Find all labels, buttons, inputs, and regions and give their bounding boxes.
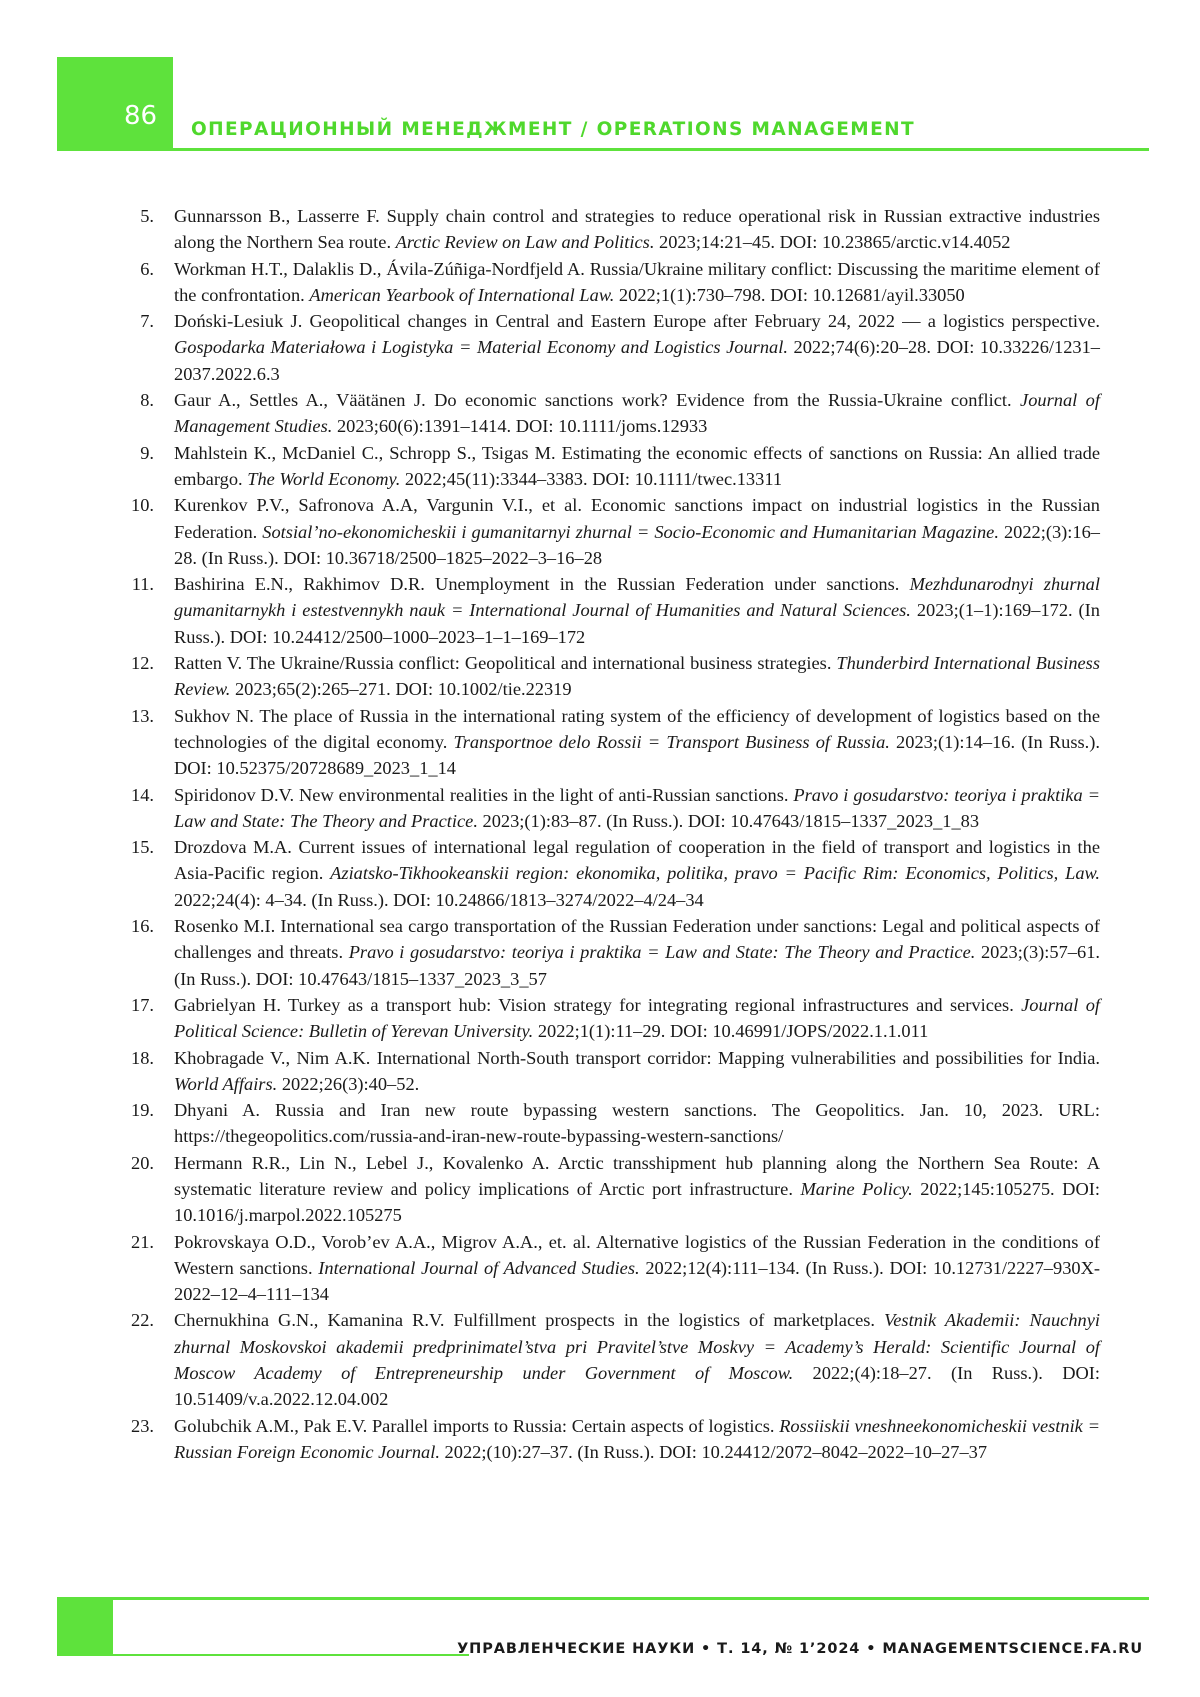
reference-number: 22.	[131, 1310, 154, 1331]
reference-source: Transportnoe delo Rossii = Transport Business of Russia.	[453, 731, 890, 752]
reference-details: 2022;74(6):20–28. DOI: 10.33226/1231–2037.2022.6.3	[174, 337, 1100, 384]
footer-divider	[57, 1597, 1149, 1600]
reference-text: Dhyani A. Russia and Iran new route bypassing western sanctions. The Geopolitics. Jan. 10, 2023. URL: https://thegeopolitics.com/russia-and-iran-new-route-bypassing-western-sanctions/	[174, 1100, 1100, 1147]
reference-item	[120, 256, 1100, 309]
reference-source: Arctic Review on Law and Politics.	[395, 232, 655, 253]
reference-source: Journal of Management Studies.	[174, 390, 1100, 437]
reference-number: 20.	[131, 1152, 154, 1173]
reference-text: Ratten V. The Ukraine/Russia conflict: Geopolitical and international business strategies.	[174, 653, 837, 674]
reference-number: 8.	[140, 390, 154, 411]
footer-accent-box	[57, 1597, 113, 1655]
reference-item	[120, 1413, 1100, 1466]
reference-number: 14.	[131, 784, 154, 805]
reference-source: Gospodarka Materiałowa i Logistyka = Material Economy and Logistics Journal.	[174, 337, 788, 358]
reference-number: 23.	[131, 1415, 154, 1436]
reference-item	[120, 992, 1100, 1045]
reference-text: Sukhov N. The place of Russia in the international rating system of the efficiency of development of logistics based on the technologies of the digital economy.	[174, 705, 1100, 752]
reference-item	[120, 1229, 1100, 1308]
reference-source: The World Economy.	[247, 468, 401, 489]
reference-source: Vestnik Akademii: Nauchnyi zhurnal Moskovskoi akademii predprinimatel’stva pri Pravitel’stve Moskvy = Academy’s Herald: Scientific Journal of Moscow Academy of Entrepreneurship under Government of Moscow.	[174, 1310, 1100, 1384]
reference-item	[120, 782, 1100, 835]
reference-number: 15.	[131, 837, 154, 858]
reference-details: 2023;(1):83–87. (In Russ.). DOI: 10.47643/1815–1337_2023_1_83	[477, 810, 980, 831]
reference-details: 2023;(1–1):169–172. (In Russ.). DOI: 10.24412/2500–1000–2023–1–1–169–172	[174, 600, 1100, 647]
reference-source: Mezhdunarodnyi zhurnal gumanitarnykh i estestvennykh nauk = International Journal of Humanities and Natural Sciences.	[174, 574, 1100, 621]
reference-number: 17.	[131, 994, 154, 1015]
reference-source: Pravo i gosudarstvo: teoriya i praktika = Law and State: The Theory and Practice.	[348, 942, 976, 963]
reference-details: 2022;12(4):111–134. (In Russ.). DOI: 10.12731/2227–930X-2022–12–4–111–134	[174, 1257, 1100, 1305]
reference-item	[120, 1307, 1100, 1412]
reference-text: Khobragade V., Nim A.K. International North-South transport corridor: Mapping vulnerabilities and possibilities for India.	[174, 1047, 1100, 1068]
reference-number: 19.	[131, 1100, 154, 1121]
reference-details: 2022;1(1):11–29. DOI: 10.46991/JOPS/2022.1.1.011	[533, 1021, 929, 1042]
reference-details: 2022;(10):27–37. (In Russ.). DOI: 10.24412/2072–8042–2022–10–27–37	[439, 1441, 988, 1462]
reference-item	[120, 650, 1100, 703]
reference-item	[120, 1045, 1100, 1098]
reference-source: Sotsial’no-ekonomicheskii i gumanitarnyi zhurnal = Socio-Economic and Humanitarian Magazine.	[262, 521, 999, 542]
reference-list	[120, 203, 1100, 1465]
reference-source: Thunderbird International Business Review.	[174, 653, 1100, 700]
reference-number: 7.	[140, 311, 154, 332]
reference-number: 16.	[131, 916, 154, 937]
reference-details: 2022;26(3):40–52.	[277, 1073, 420, 1094]
reference-source: Marine Policy.	[800, 1178, 913, 1199]
reference-number: 5.	[140, 206, 154, 226]
reference-text: Dońskі-Lesiuk J. Geopolitical changes in Central and Eastern Europe after February 24, 2022 — a logistics perspective.	[174, 311, 1100, 332]
reference-text: Gunnarsson B., Lasserre F. Supply chain control and strategies to reduce operational risk in Russian extractive industries along the Northern Sea route.	[174, 206, 1100, 253]
reference-number: 9.	[140, 442, 154, 463]
reference-text: Pokrovskaya O.D., Vorob’ev A.A., Migrov A.A., et. al. Alternative logistics of the Russian Federation in the conditions of Western sanctions.	[174, 1231, 1100, 1278]
reference-source: Aziatsko-Tikhookeanskii region: ekonomika, politika, pravo = Pacific Rim: Economics, Politics, Law.	[330, 863, 1101, 884]
reference-number: 11.	[131, 574, 154, 595]
reference-item	[120, 203, 1100, 256]
reference-item	[120, 387, 1100, 440]
reference-details: 2023;60(6):1391–1414. DOI: 10.1111/joms.12933	[332, 416, 708, 437]
reference-item	[120, 571, 1100, 650]
reference-source: Rossiiskii vneshneekonomicheskii vestnik = Russian Foreign Economic Journal.	[174, 1415, 1100, 1462]
reference-number: 21.	[131, 1231, 154, 1252]
reference-text: Kurenkov P.V., Safronova A.A, Vargunin V.I., et al. Economic sanctions impact on industrial logistics in the Russian Federation.	[174, 495, 1100, 542]
reference-source: World Affairs.	[174, 1073, 278, 1094]
reference-details: 2022;(3):16–28. (In Russ.). DOI: 10.36718/2500–1825–2022–3–16–28	[174, 521, 1100, 568]
reference-text: Hermann R.R., Lin N., Lebel J., Kovalenko A. Arctic transshipment hub planning along the Northern Sea Route: A systematic literature review and policy implications of Arctic port infrastructure.	[174, 1152, 1100, 1199]
header-divider	[57, 148, 1149, 151]
page-number: 86	[124, 101, 158, 131]
reference-text: Workman H.T., Dalaklis D., Ávila-Zúñiga-Nordfjeld A. Russia/Ukraine military conflict: Discussing the maritime element of the confrontation.	[174, 258, 1100, 305]
reference-number: 13.	[131, 705, 154, 726]
reference-details: 2023;(1):14–16. (In Russ.). DOI: 10.52375/20728689_2023_1_14	[174, 731, 1100, 779]
reference-details: 2023;(3):57–61. (In Russ.). DOI: 10.47643/1815–1337_2023_3_57	[174, 942, 1100, 989]
reference-number: 18.	[131, 1047, 154, 1068]
reference-text: Bashirina E.N., Rakhimov D.R. Unemployment in the Russian Federation under sanctions.	[174, 574, 910, 595]
reference-item	[120, 1097, 1100, 1150]
reference-details: 2022;(4):18–27. (In Russ.). DOI: 10.51409/v.a.2022.12.04.002	[174, 1363, 1100, 1410]
reference-item	[120, 308, 1100, 387]
reference-text: Mahlstein K., McDaniel C., Schropp S., Tsigas M. Estimating the economic effects of sanctions on Russia: An allied trade embargo.	[174, 442, 1100, 489]
reference-item	[120, 492, 1100, 571]
reference-details: 2023;14:21–45. DOI: 10.23865/arctic.v14.4052	[654, 232, 1011, 253]
reference-source: Pravo i gosudarstvo: teoriya i praktika = Law and State: The Theory and Practice.	[174, 784, 1101, 831]
reference-item	[120, 1150, 1100, 1229]
reference-number: 6.	[140, 258, 154, 279]
reference-details: 2022;1(1):730–798. DOI: 10.12681/ayil.33050	[614, 284, 965, 305]
footer-journal-info: УПРАВЛЕНЧЕСКИЕ НАУКИ • Т. 14, № 1’2024 • MANAGEMENTSCIENCE.FA.RU	[457, 1641, 1143, 1657]
reference-details: 2022;24(4): 4–34. (In Russ.). DOI: 10.24866/1813–3274/2022–4/24–34	[174, 889, 704, 910]
reference-number: 10.	[131, 495, 154, 516]
reference-text: Golubchik A.M., Pak E.V. Parallel imports to Russia: Certain aspects of logistics.	[174, 1415, 780, 1436]
running-title: ОПЕРАЦИОННЫЙ МЕНЕДЖМЕНТ / OPERATIONS MANAGEMENT	[191, 119, 916, 140]
reference-item	[120, 834, 1100, 913]
reference-item	[120, 913, 1100, 992]
reference-item	[120, 440, 1100, 493]
reference-text: Spiridonov D.V. New environmental realities in the light of anti-Russian sanctions.	[174, 784, 794, 805]
reference-item	[120, 703, 1100, 782]
reference-text: Chernukhina G.N., Kamanina R.V. Fulfillment prospects in the logistics of marketplaces.	[174, 1310, 885, 1331]
reference-details: 2023;65(2):265–271. DOI: 10.1002/tie.22319	[230, 679, 572, 700]
reference-source: International Journal of Advanced Studies.	[318, 1257, 640, 1278]
reference-details: 2022;45(11):3344–3383. DOI: 10.1111/twec.13311	[400, 468, 783, 489]
reference-text: Gabrielyan H. Turkey as a transport hub: Vision strategy for integrating regional infrastructures and services.	[174, 994, 1022, 1015]
reference-text: Gaur A., Settles A., Väätänen J. Do economic sanctions work? Evidence from the Russia-Ukraine conflict.	[174, 390, 1021, 411]
reference-text: Drozdova M.A. Current issues of international legal regulation of cooperation in the field of transport and logistics in the Asia-Pacific region.	[174, 837, 1100, 884]
reference-details: 2022;145:105275. DOI: 10.1016/j.marpol.2022.105275	[174, 1178, 1100, 1226]
reference-source: Journal of Political Science: Bulletin of Yerevan University.	[174, 994, 1100, 1042]
reference-text: Rosenko M.I. International sea cargo transportation of the Russian Federation under sanctions: Legal and political aspects of challenges and threats.	[174, 916, 1100, 963]
reference-source: American Yearbook of International Law.	[309, 284, 615, 305]
reference-number: 12.	[131, 653, 154, 674]
footer-underline	[57, 1654, 469, 1656]
